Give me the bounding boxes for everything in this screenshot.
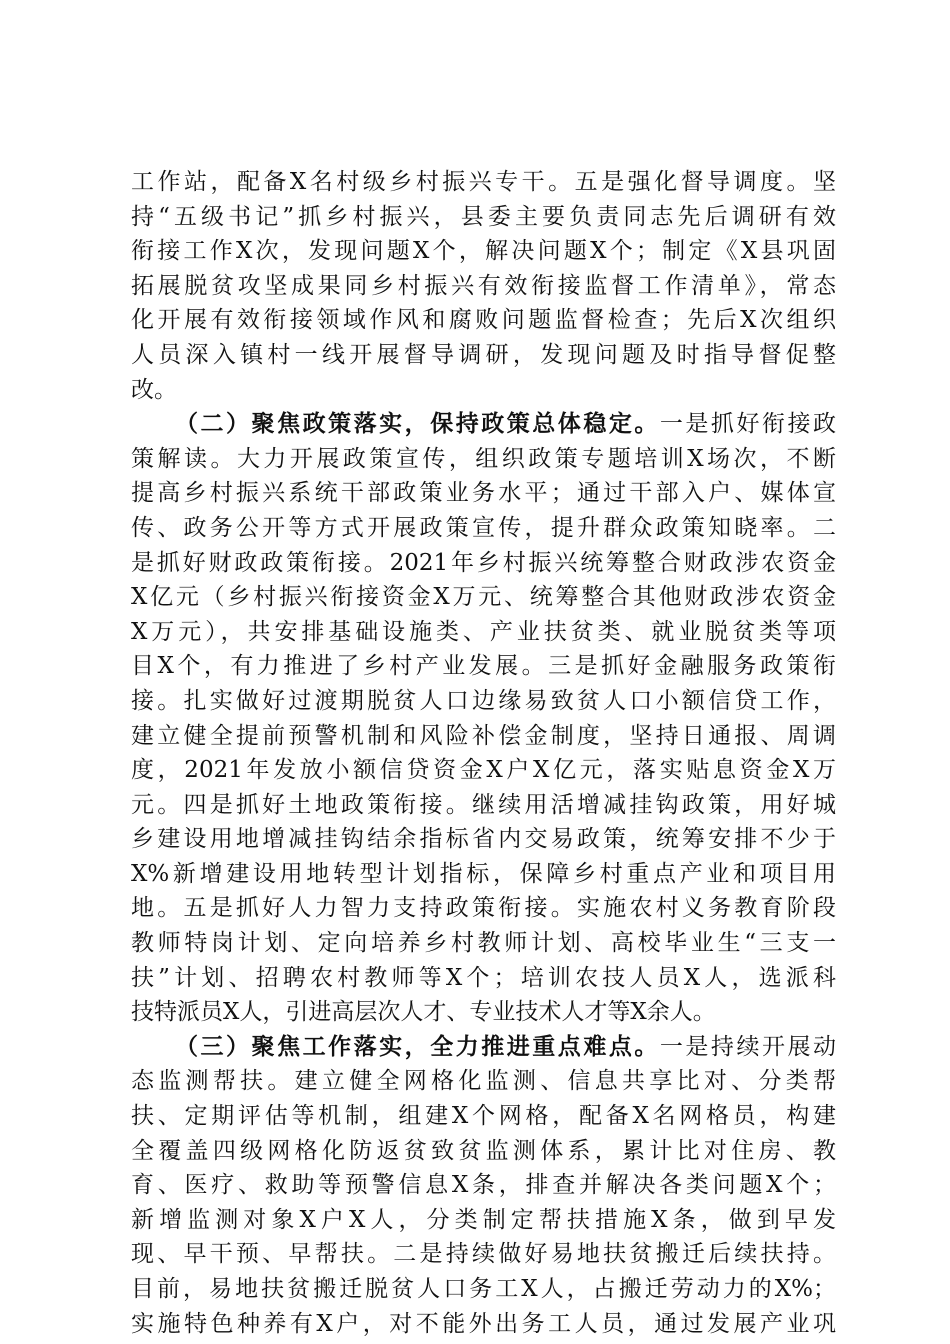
paragraph-heading-line <box>131 407 836 442</box>
text-line <box>131 684 836 719</box>
bold-heading-text: （二）聚焦政策落实，保持政策总体稳定。 <box>175 410 660 438</box>
text-line <box>131 1168 836 1203</box>
text-line <box>131 719 836 754</box>
body-text: 工作站，配备X名村级乡村振兴专干。五是强化督导调度。坚 <box>131 169 836 195</box>
document-body <box>131 165 836 1341</box>
text-line <box>131 926 836 961</box>
bold-heading-text: （三）聚焦工作落实，全力推进重点难点。 <box>175 1032 660 1060</box>
body-text: 实施特色种养有X户，对不能外出务工人员，通过发展产业巩 <box>131 1310 836 1337</box>
text-line <box>131 649 836 684</box>
body-text: 人员深入镇村一线开展督导调研，发现问题及时指导督促整 <box>131 341 836 368</box>
text-line <box>131 1134 836 1169</box>
text-line <box>131 753 836 788</box>
body-text: 育、医疗、救助等预警信息X条，排查并解决各类问题X个； <box>131 1172 836 1199</box>
text-line <box>131 1272 836 1307</box>
text-line <box>131 303 836 338</box>
body-text: 目X个，有力推进了乡村产业发展。三是抓好金融服务政策衔 <box>131 653 836 680</box>
text-line <box>131 857 836 892</box>
body-text: 扶、定期评估等机制，组建X个网格，配备X名网格员，构建 <box>131 1103 836 1130</box>
body-text: 传、政务公开等方式开展政策宣传，提升群众政策知晓率。二 <box>131 514 836 541</box>
text-line <box>131 546 836 581</box>
body-text: 一是持续开展动 <box>659 1033 837 1060</box>
body-text: 接。扎实做好过渡期脱贫人口边缘易致贫人口小额信贷工作， <box>131 687 836 714</box>
text-line <box>131 476 836 511</box>
text-line <box>131 373 836 408</box>
text-line <box>131 338 836 373</box>
text-line <box>131 234 836 269</box>
body-text: 提高乡村振兴系统干部政策业务水平；通过干部入户、媒体宣 <box>131 480 836 507</box>
text-line <box>131 1099 836 1134</box>
text-line <box>131 615 836 650</box>
paragraph-heading-line <box>131 1030 836 1065</box>
text-line <box>131 200 836 235</box>
text-line <box>131 442 836 477</box>
text-line <box>131 961 836 996</box>
text-line <box>131 580 836 615</box>
text-line <box>131 511 836 546</box>
text-line <box>131 891 836 926</box>
body-text: X万元），共安排基础设施类、产业扶贫类、就业脱贫类等项 <box>131 618 836 645</box>
text-line <box>131 165 836 200</box>
body-text: 全覆盖四级网格化防返贫致贫监测体系，累计比对住房、教 <box>131 1137 836 1164</box>
body-text: 元。四是抓好土地政策衔接。继续用活增减挂钩政策，用好城 <box>131 791 836 818</box>
body-text: 教师特岗计划、定向培养乡村教师计划、高校毕业生“三支一 <box>131 930 836 957</box>
text-line <box>131 1237 836 1272</box>
body-text: 扶”计划、招聘农村教师等X个；培训农技人员X人，选派科 <box>131 964 836 991</box>
text-line <box>131 995 836 1030</box>
text-line <box>131 1064 836 1099</box>
body-text: 目前，易地扶贫搬迁脱贫人口务工X人，占搬迁劳动力的X%； <box>131 1276 836 1302</box>
body-text: 度，2021年发放小额信贷资金X户X亿元，落实贴息资金X万 <box>131 757 836 784</box>
text-line <box>131 1203 836 1238</box>
body-text: 改。 <box>131 376 177 403</box>
body-text: 新增监测对象X户X人，分类制定帮扶措施X条，做到早发 <box>131 1206 836 1233</box>
body-text: 现、早干预、早帮扶。二是持续做好易地扶贫搬迁后续扶持。 <box>131 1241 836 1268</box>
text-line <box>131 269 836 304</box>
body-text: 态监测帮扶。建立健全网格化监测、信息共享比对、分类帮 <box>131 1068 836 1095</box>
body-text: 衔接工作X次，发现问题X个，解决问题X个；制定《X县巩固 <box>131 238 836 265</box>
body-text: X亿元（乡村振兴衔接资金X万元、统筹整合其他财政涉农资金 <box>131 584 836 611</box>
text-line <box>131 1307 836 1342</box>
body-text: 策解读。大力开展政策宣传，组织政策专题培训X场次，不断 <box>131 445 836 472</box>
body-text: 拓展脱贫攻坚成果同乡村振兴有效衔接监督工作清单》，常态 <box>131 272 836 299</box>
body-text: 技特派员X人，引进高层次人才、专业技术人才等X余人。 <box>131 999 716 1026</box>
body-text: 是抓好财政政策衔接。2021年乡村振兴统筹整合财政涉农资金 <box>131 549 836 576</box>
body-text: 乡建设用地增减挂钩结余指标省内交易政策，统筹安排不少于 <box>131 826 836 853</box>
body-text: 地。五是抓好人力智力支持政策衔接。实施农村义务教育阶段 <box>131 895 836 922</box>
body-text: 一是抓好衔接政 <box>659 411 837 438</box>
body-text: 化开展有效衔接领域作风和腐败问题监督检查；先后X次组织 <box>131 307 836 334</box>
text-line <box>131 822 836 857</box>
body-text: X%新增建设用地转型计划指标，保障乡村重点产业和项目用 <box>131 860 836 887</box>
body-text: 建立健全提前预警机制和风险补偿金制度，坚持日通报、周调 <box>131 722 836 749</box>
body-text: 持“五级书记”抓乡村振兴，县委主要负责同志先后调研有效 <box>131 203 836 230</box>
text-line <box>131 788 836 823</box>
